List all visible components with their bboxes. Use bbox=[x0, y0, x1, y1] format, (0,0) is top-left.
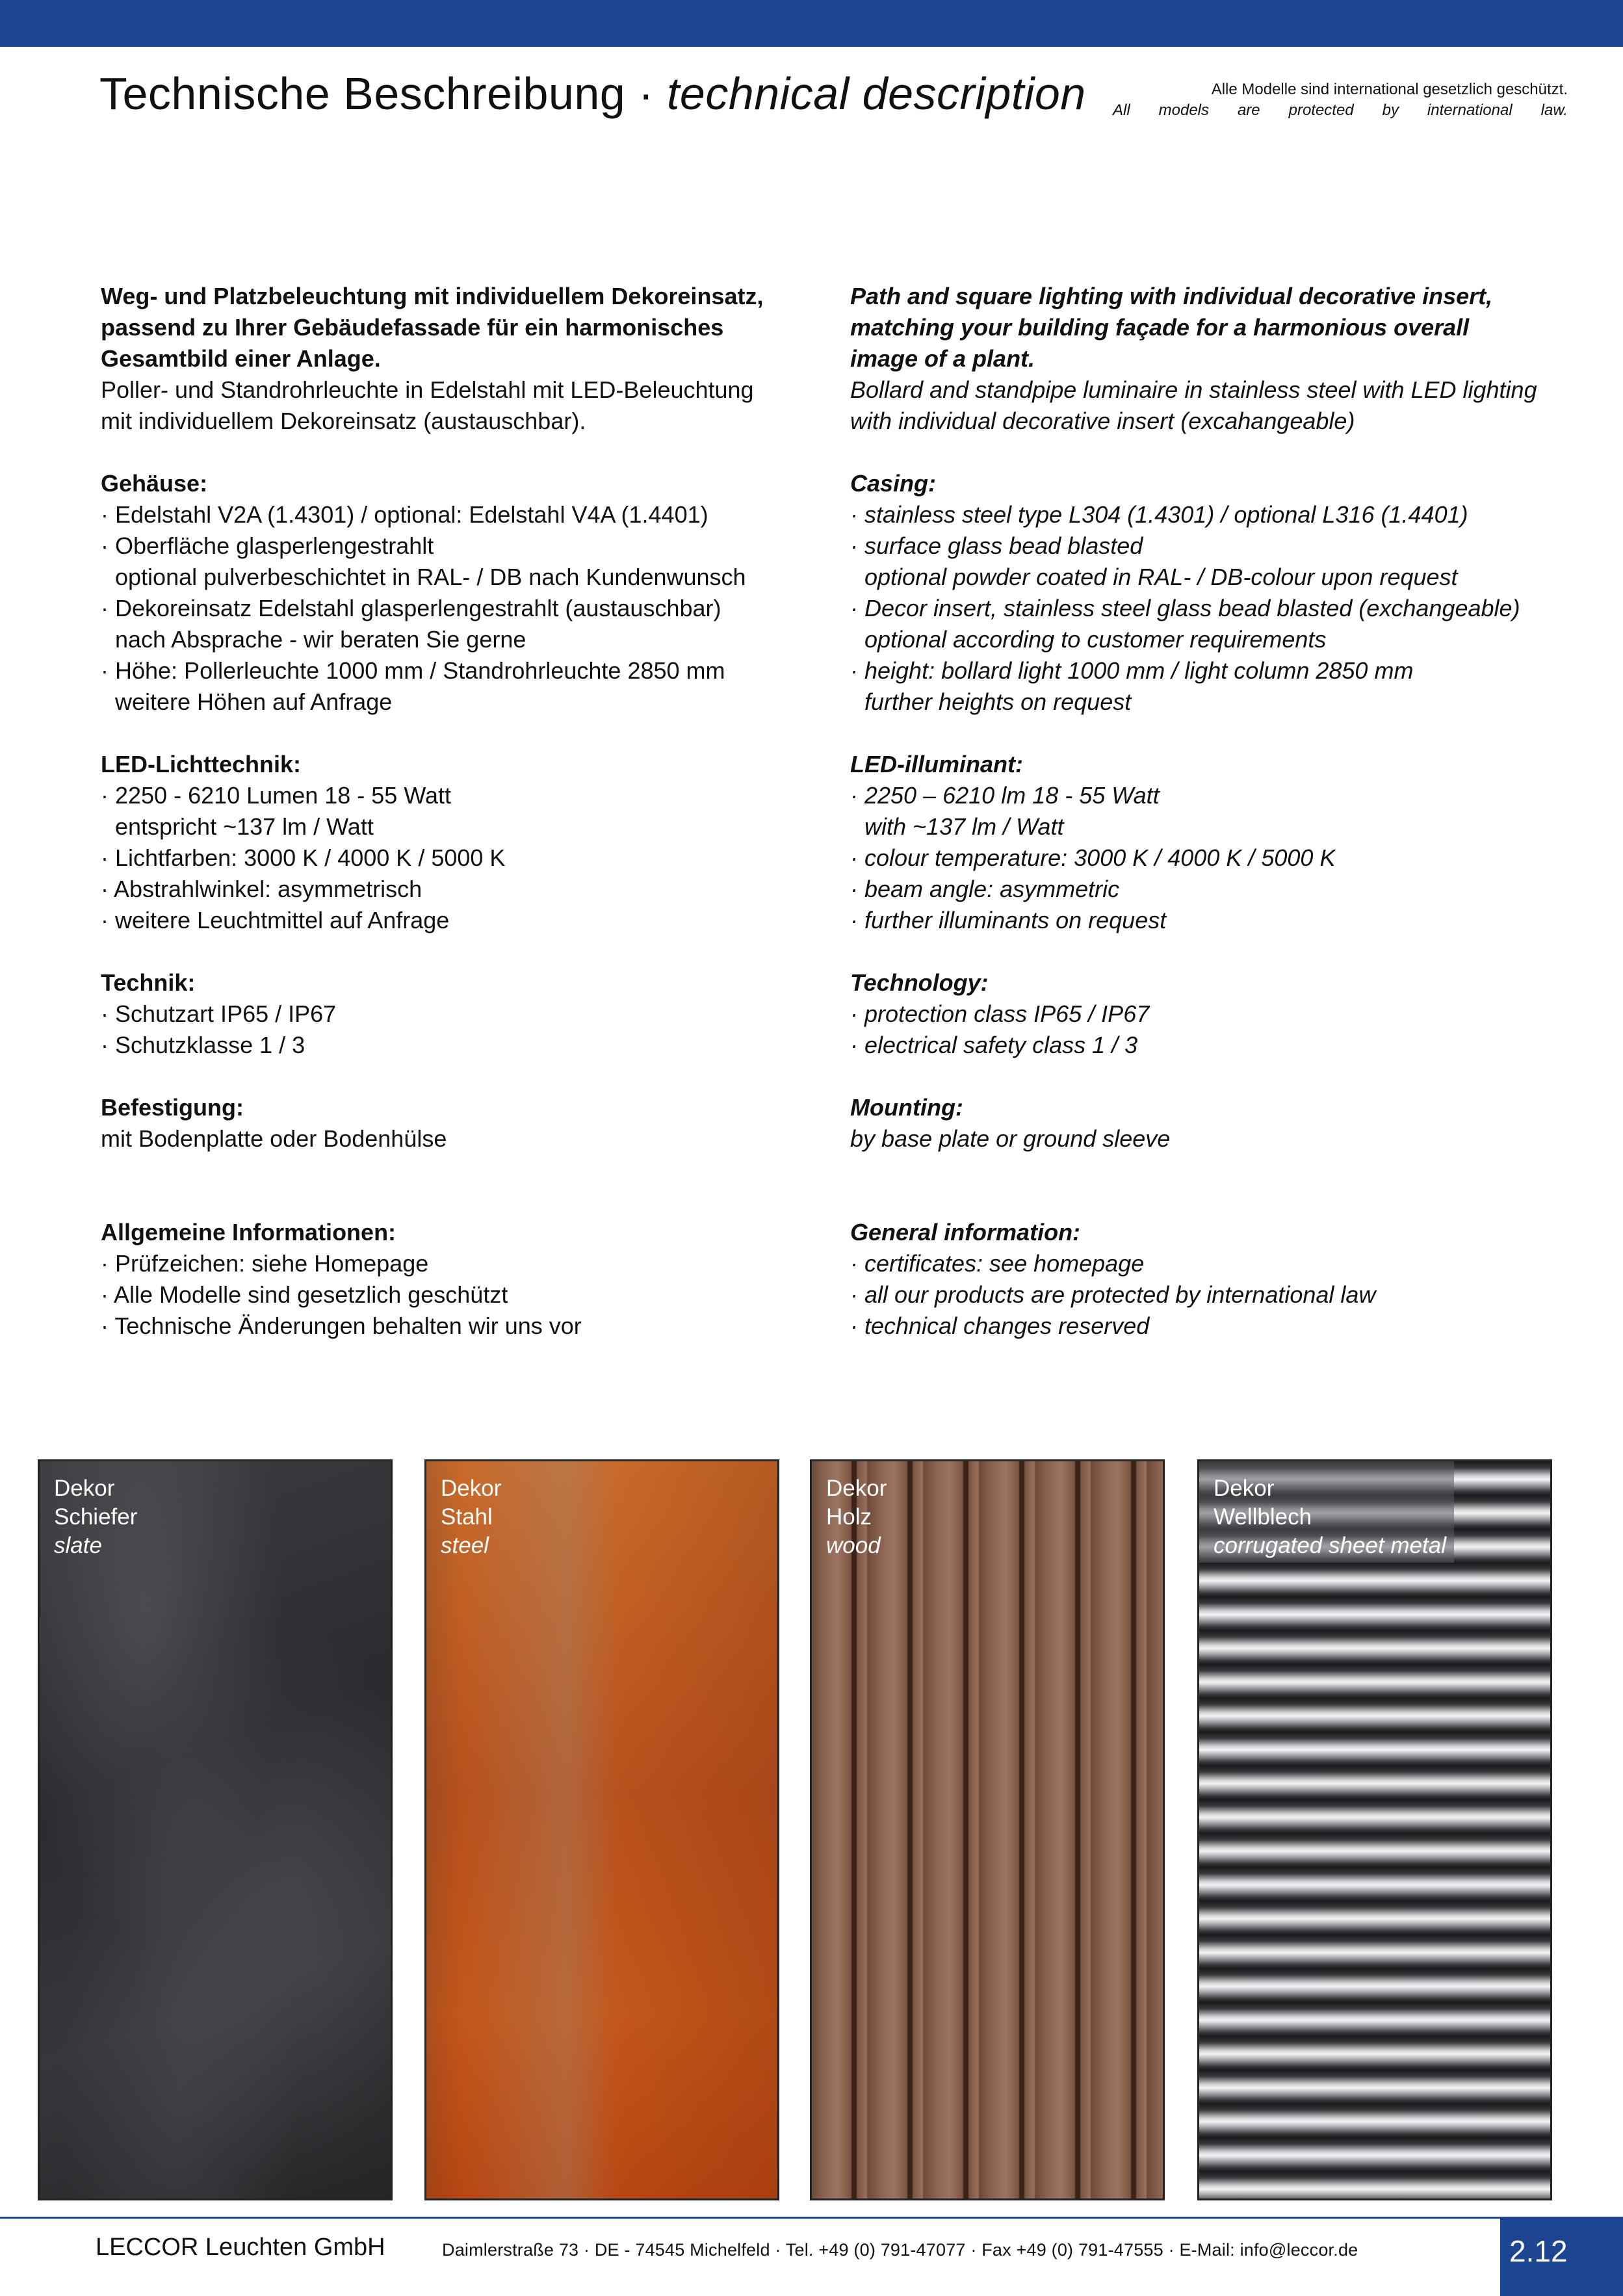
title-english: technical description bbox=[666, 68, 1086, 119]
footer-company-name: LECCOR Leuchten GmbH bbox=[96, 2234, 385, 2261]
casing-line: optional powder coated in RAL- / DB-colour upon request bbox=[864, 564, 1458, 590]
english-description-column bbox=[850, 281, 1552, 1342]
top-brand-bar bbox=[0, 0, 1623, 47]
technology-line: · Schutzart IP65 / IP67 bbox=[101, 1000, 337, 1027]
swatch-label bbox=[441, 1474, 501, 1560]
casing-line: · surface glass bead blasted bbox=[850, 532, 1143, 559]
footer-divider bbox=[0, 2217, 1623, 2219]
casing-line: · height: bollard light 1000 mm / light column 2850 mm bbox=[850, 657, 1414, 684]
intro-bold-line: image of a plant. bbox=[850, 345, 1035, 372]
swatch-label-line: Dekor bbox=[54, 1476, 115, 1501]
casing-line: further heights on request bbox=[864, 688, 1132, 715]
page-number: 2.12 bbox=[1500, 2219, 1623, 2296]
led-line: · Lichtfarben: 3000 K / 4000 K / 5000 K bbox=[101, 844, 506, 871]
general-info-line: · technical changes reserved bbox=[850, 1312, 1150, 1339]
casing-line: weitere Höhen auf Anfrage bbox=[115, 688, 393, 715]
intro-line: Bollard and standpipe luminaire in stainless steel with LED lighting bbox=[850, 376, 1537, 403]
swatch-label-line: Dekor bbox=[441, 1476, 502, 1501]
swatch-label-line: corrugated sheet metal bbox=[1214, 1533, 1446, 1558]
swatch-label bbox=[826, 1474, 887, 1560]
led-line: · further illuminants on request bbox=[850, 907, 1167, 933]
led-line: with ~137 lm / Watt bbox=[864, 813, 1064, 840]
general-info-heading: Allgemeine Informationen: bbox=[101, 1219, 396, 1246]
led-heading: LED-illuminant: bbox=[850, 751, 1023, 777]
casing-line: · Decor insert, stainless steel glass bead blasted (exchangeable) bbox=[850, 595, 1520, 621]
swatch-label-line: Schiefer bbox=[54, 1504, 138, 1530]
technology-line: · Schutzklasse 1 / 3 bbox=[101, 1032, 305, 1058]
casing-line: · Dekoreinsatz Edelstahl glasperlengestrahlt (austauschbar) bbox=[101, 595, 721, 621]
footer-address: Daimlerstraße 73 · DE - 74545 Michelfeld · Tel. +49 (0) 791-47077 · Fax +49 (0) 791-47555 · E-Mail: info@leccor.de bbox=[442, 2240, 1358, 2260]
technology-heading: Technik: bbox=[101, 969, 196, 996]
casing-heading: Casing: bbox=[850, 470, 937, 497]
casing-line: optional pulverbeschichtet in RAL- / DB nach Kundenwunsch bbox=[115, 564, 746, 590]
legal-notice bbox=[1113, 79, 1568, 121]
casing-line: · stainless steel type L304 (1.4301) / optional L316 (1.4401) bbox=[850, 501, 1468, 528]
casing-heading: Gehäuse: bbox=[101, 470, 208, 497]
decor-swatch-slate bbox=[38, 1459, 393, 2200]
led-heading: LED-Lichttechnik: bbox=[101, 751, 302, 777]
casing-line: · Edelstahl V2A (1.4301) / optional: Edelstahl V4A (1.4401) bbox=[101, 501, 708, 528]
intro-line: Poller- und Standrohrleuchte in Edelstahl mit LED-Beleuchtung bbox=[101, 376, 754, 403]
swatch-label-line: Stahl bbox=[441, 1504, 493, 1530]
swatch-label bbox=[54, 1474, 137, 1560]
swatch-label-line: Holz bbox=[826, 1504, 872, 1530]
technology-heading: Technology: bbox=[850, 969, 989, 996]
intro-bold-line: Weg- und Platzbeleuchtung mit individuellem Dekoreinsatz, bbox=[101, 283, 764, 309]
intro-bold-line: Gesamtbild einer Anlage. bbox=[101, 345, 381, 372]
german-description-column bbox=[101, 281, 803, 1342]
led-line: · 2250 - 6210 Lumen 18 - 55 Watt bbox=[101, 782, 451, 809]
technology-line: · protection class IP65 / IP67 bbox=[850, 1000, 1150, 1027]
swatch-label-line: slate bbox=[54, 1533, 102, 1558]
general-info-line: · Prüfzeichen: siehe Homepage bbox=[101, 1250, 429, 1277]
general-info-line: · all our products are protected by international law bbox=[850, 1281, 1376, 1308]
intro-line: with individual decorative insert (excahangeable) bbox=[850, 408, 1355, 434]
led-line: · Abstrahlwinkel: asymmetrisch bbox=[101, 876, 422, 902]
title-german: Technische Beschreibung · bbox=[99, 68, 654, 119]
general-info-line: · Technische Änderungen behalten wir uns vor bbox=[101, 1312, 582, 1339]
legal-notice-german: Alle Modelle sind international gesetzlich geschützt. bbox=[1211, 81, 1568, 98]
swatch-label-line: steel bbox=[441, 1533, 489, 1558]
general-info-line: · certificates: see homepage bbox=[850, 1250, 1145, 1277]
swatch-label bbox=[1199, 1461, 1454, 1563]
intro-bold-line: passend zu Ihrer Gebäudefassade für ein harmonisches bbox=[101, 314, 724, 341]
swatch-label-line: Wellblech bbox=[1214, 1504, 1312, 1530]
mounting-heading: Befestigung: bbox=[101, 1094, 244, 1121]
swatch-label-line: wood bbox=[826, 1533, 881, 1558]
decor-swatch-corrugated-metal bbox=[1197, 1459, 1552, 2200]
decor-swatch-wood bbox=[810, 1459, 1165, 2200]
page-title bbox=[99, 68, 1086, 120]
technology-line: · electrical safety class 1 / 3 bbox=[850, 1032, 1138, 1058]
casing-line: · Höhe: Pollerleuchte 1000 mm / Standrohrleuchte 2850 mm bbox=[101, 657, 725, 684]
mounting-heading: Mounting: bbox=[850, 1094, 963, 1121]
casing-line: · Oberfläche glasperlengestrahlt bbox=[101, 532, 434, 559]
intro-bold-line: matching your building façade for a harmonious overall bbox=[850, 314, 1470, 341]
swatch-label-line: Dekor bbox=[1214, 1476, 1275, 1501]
swatch-label-line: Dekor bbox=[826, 1476, 887, 1501]
casing-line: nach Absprache - wir beraten Sie gerne bbox=[115, 626, 526, 653]
led-line: · weitere Leuchtmittel auf Anfrage bbox=[101, 907, 450, 933]
general-info-line: · Alle Modelle sind gesetzlich geschützt bbox=[101, 1281, 508, 1308]
mounting-text: by base plate or ground sleeve bbox=[850, 1125, 1171, 1152]
led-line: · colour temperature: 3000 K / 4000 K / 5000 K bbox=[850, 844, 1336, 871]
intro-bold-line: Path and square lighting with individual decorative insert, bbox=[850, 283, 1493, 309]
led-line: · beam angle: asymmetric bbox=[850, 876, 1120, 902]
led-line: · 2250 – 6210 lm 18 - 55 Watt bbox=[850, 782, 1160, 809]
intro-line: mit individuellem Dekoreinsatz (austauschbar). bbox=[101, 408, 586, 434]
led-line: entspricht ~137 lm / Watt bbox=[115, 813, 374, 840]
mounting-text: mit Bodenplatte oder Bodenhülse bbox=[101, 1125, 447, 1152]
decor-swatch-steel bbox=[424, 1459, 779, 2200]
casing-line: optional according to customer requirements bbox=[864, 626, 1327, 653]
general-info-heading: General information: bbox=[850, 1219, 1081, 1246]
legal-notice-english: All models are protected by international law. bbox=[1113, 101, 1568, 119]
